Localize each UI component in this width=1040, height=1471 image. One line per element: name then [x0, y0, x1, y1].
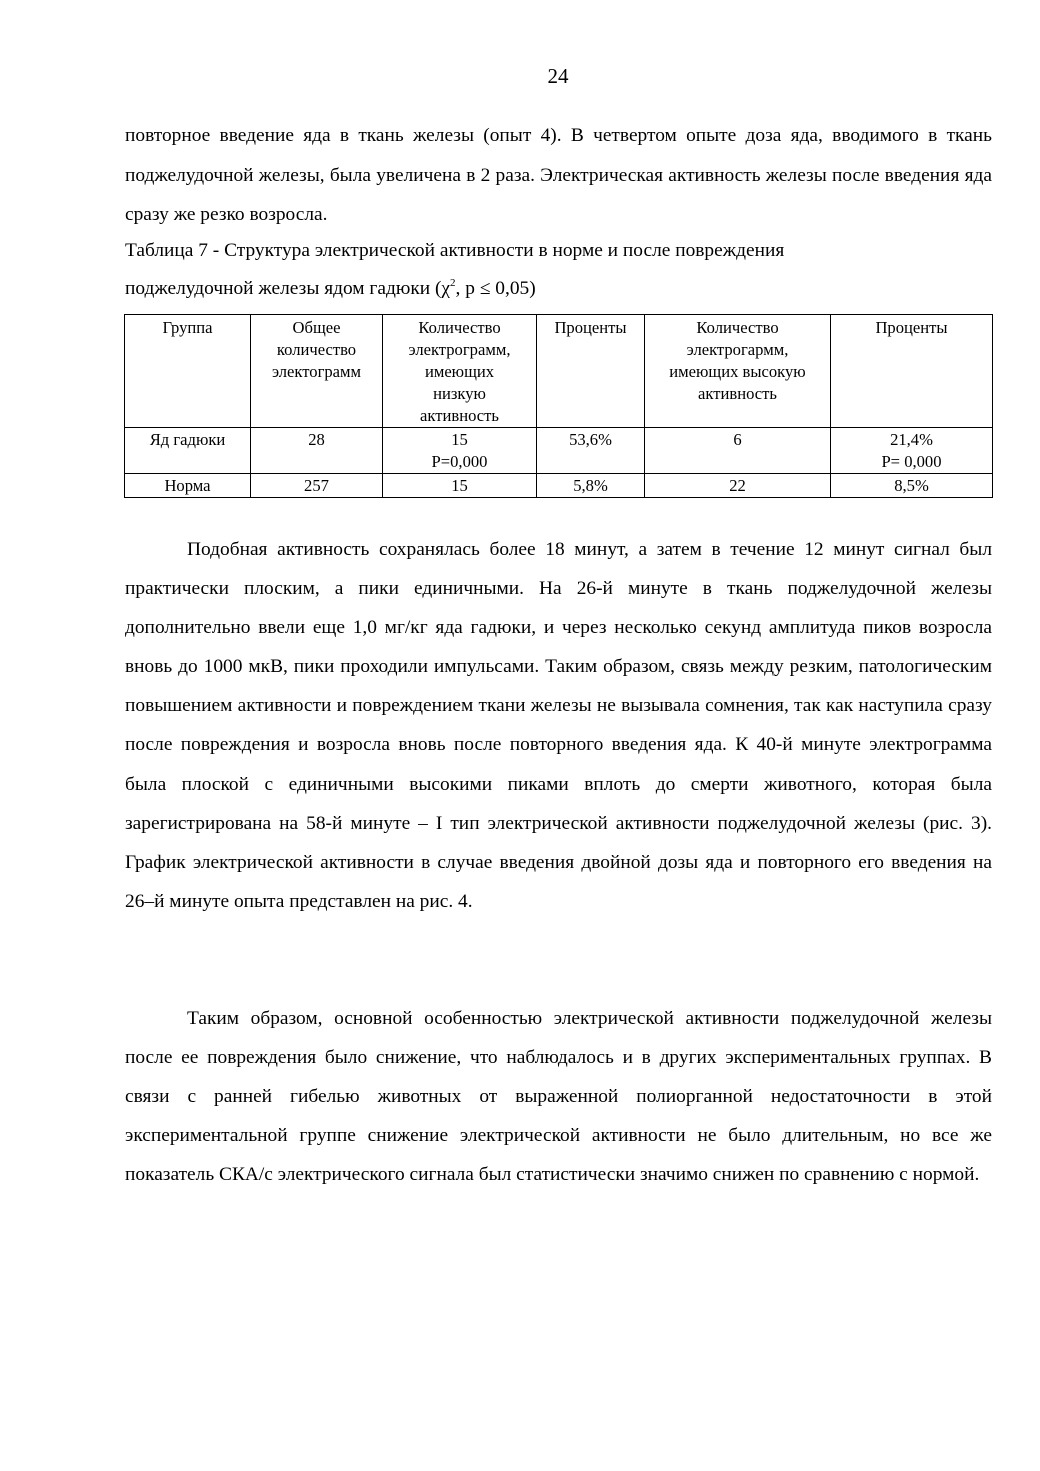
cell-high-count: 6: [645, 428, 831, 474]
cell-low-count: 15: [383, 474, 537, 498]
cell-low-count: 15 P=0,000: [383, 428, 537, 474]
paragraph-3: [125, 999, 992, 1194]
cell-high-percent: 8,5%: [831, 474, 993, 498]
cell-group: Норма: [125, 474, 251, 498]
table-caption: [125, 232, 992, 308]
cell-high-count: 22: [645, 474, 831, 498]
caption-line-1: Таблица 7 - Структура электрической активности в норме и после повреждения: [125, 240, 785, 261]
cell-high-percent: 21,4% P= 0,000: [831, 428, 993, 474]
cell-total: 257: [251, 474, 383, 498]
chi-square-superscript: 2: [450, 277, 456, 289]
header-low-activity-count: Количество электрограмм, имеющих низкую активность: [383, 315, 537, 428]
table-row: [125, 474, 993, 498]
paragraph-continued: повторное введение яда в ткань железы (опыт 4). В четвертом опыте доза яда, вводимого в ткань поджелудочной железы, была увеличена в 2 раза. Электрическая активность железы после введения яда сразу же резко возросла.: [125, 125, 992, 225]
table-header-row: [125, 315, 993, 428]
paragraph-2-text: Подобная активность сохранялась более 18 минут, а затем в течение 12 минут сигнал был практически плоским, а пики единичными. На 26-й минуте в ткань поджелудочной железы дополнительно ввели еще 1,0 мг/кг яда гадюки, и через несколько секунд амплитуда пиков возросла вновь до 1000 мкВ, пики проходили импульсами. Таким образом, связь между резким, патологическим повышением активности и повреждением ткани железы не вызывала сомнения, так как наступила сразу после повреждения и возросла вновь после повторного введения яда. К 40-й минуте электрограмма была плоской с единичными высокими пиками вплоть до смерти животного, которая была зарегистрирована на 58-й минуте – I тип электрической активности поджелудочной железы (рис. 3). График электрической активности в случае введения двойной дозы яда и повторного его введения на 26–й минуте опыта представлен на рис. 4.: [125, 539, 992, 912]
header-low-percent: Проценты: [537, 315, 645, 428]
paragraph-3-text: Таким образом, основной особенностью электрической активности поджелудочной железы после ее повреждения было снижение, что наблюдалось и в других экспериментальных группах. В связи с ранней гибелью животных от выраженной полиорганной недостаточности в этой экспериментальной группе снижение электрической активности не было длительным, но все же показатель СКА/с электрического сигнала был статистически значимо снижен по сравнению с нормой.: [125, 1008, 992, 1186]
paragraph-2: [125, 530, 992, 921]
header-group: Группа: [125, 315, 251, 428]
results-table: [124, 314, 993, 498]
caption-line-2-start: поджелудочной железы ядом гадюки (χ: [125, 278, 451, 299]
header-high-activity-count: Количество электрогармм, имеющих высокую активность: [645, 315, 831, 428]
header-high-percent: Проценты: [831, 315, 993, 428]
cell-low-percent: 5,8%: [537, 474, 645, 498]
table-row: [125, 428, 993, 474]
cell-total: 28: [251, 428, 383, 474]
header-total-count: Общее количество электограмм: [251, 315, 383, 428]
cell-low-percent: 53,6%: [537, 428, 645, 474]
page-number: 24: [547, 64, 569, 88]
cell-group: Яд гадюки: [125, 428, 251, 474]
caption-line-2-end: , p ≤ 0,05): [455, 278, 536, 299]
